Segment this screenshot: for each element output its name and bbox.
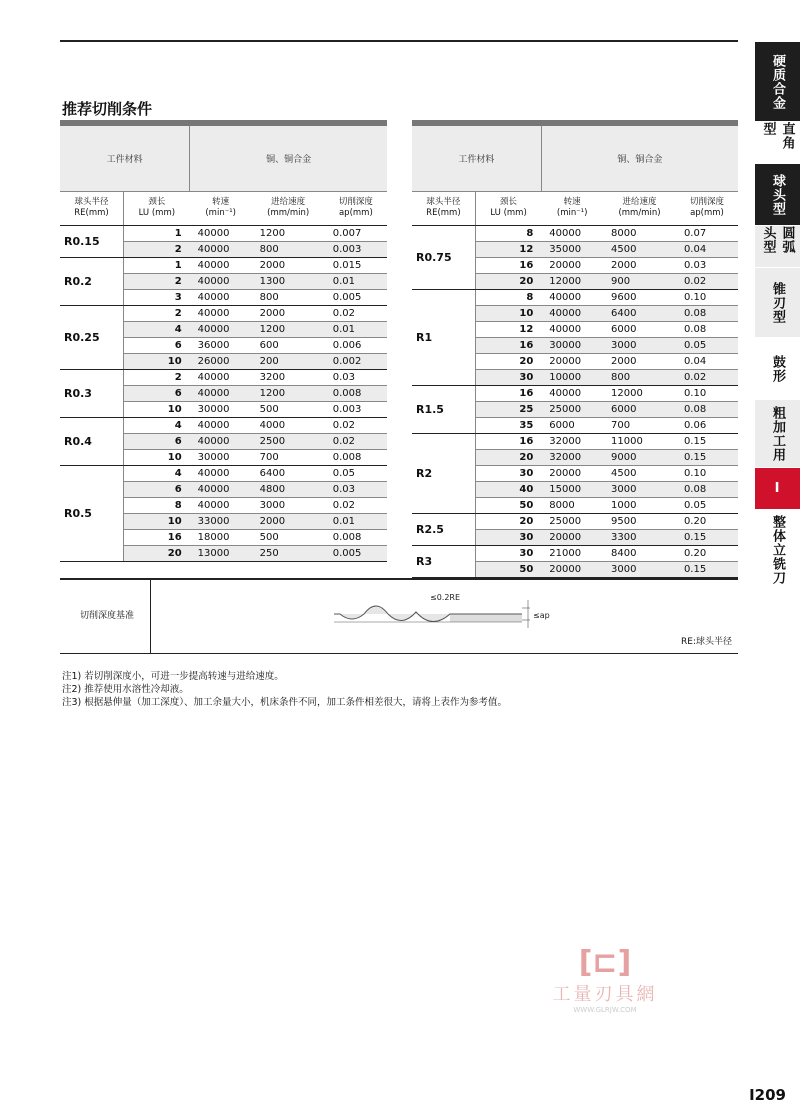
feed-rate: 6000 — [603, 401, 676, 417]
neck-length: 6 — [124, 337, 190, 353]
table-row — [60, 225, 387, 241]
feed-rate: 11000 — [603, 433, 676, 449]
spindle-speed: 40000 — [190, 257, 252, 273]
spindle-speed: 40000 — [541, 385, 603, 401]
cut-depth: 0.05 — [676, 497, 738, 513]
spindle-speed: 26000 — [190, 353, 252, 369]
side-tab[interactable]: 直角型 — [755, 122, 800, 164]
spindle-speed: 40000 — [190, 369, 252, 385]
feed-rate: 2000 — [603, 353, 676, 369]
ball-radius: R1.5 — [412, 385, 475, 433]
cut-depth: 0.008 — [325, 449, 387, 465]
neck-length: 20 — [475, 353, 541, 369]
feed-rate: 6400 — [252, 465, 325, 481]
feed-rate: 6000 — [603, 321, 676, 337]
neck-length: 6 — [124, 481, 190, 497]
col-lu: 颈长 LU (mm) — [124, 191, 190, 225]
neck-length: 30 — [475, 369, 541, 385]
feed-rate: 800 — [603, 369, 676, 385]
feed-rate: 250 — [252, 545, 325, 561]
workpiece-hatch — [450, 614, 522, 622]
cut-depth: 0.03 — [325, 481, 387, 497]
spindle-speed: 40000 — [190, 273, 252, 289]
cut-depth: 0.20 — [676, 545, 738, 561]
cut-depth: 0.003 — [325, 241, 387, 257]
feed-rate: 2000 — [252, 513, 325, 529]
note-1: 注1) 若切削深度小，可进一步提高转速与进给速度。 — [62, 671, 284, 682]
feed-rate: 3000 — [603, 561, 676, 577]
feed-rate: 3200 — [252, 369, 325, 385]
spindle-speed: 32000 — [541, 449, 603, 465]
cutting-table-right — [412, 120, 738, 578]
neck-length: 16 — [475, 433, 541, 449]
cut-depth: 0.02 — [676, 369, 738, 385]
cut-depth: 0.15 — [676, 449, 738, 465]
cut-depth: 0.02 — [325, 305, 387, 321]
neck-length: 10 — [475, 305, 541, 321]
neck-length: 30 — [475, 465, 541, 481]
neck-length: 30 — [475, 545, 541, 561]
cutting-table-left — [60, 120, 387, 562]
ball-radius: R1 — [412, 289, 475, 385]
table-row — [412, 433, 738, 449]
material-label: 工件材料 — [60, 123, 190, 191]
neck-length: 16 — [475, 337, 541, 353]
feed-rate: 3300 — [603, 529, 676, 545]
spindle-speed: 40000 — [541, 289, 603, 305]
cut-depth: 0.002 — [325, 353, 387, 369]
feed-rate: 2000 — [252, 257, 325, 273]
side-tab[interactable]: 鼓形 — [755, 338, 800, 400]
col-feed: 进给速度 (mm/min) — [603, 191, 676, 225]
ball-radius: R0.4 — [60, 417, 124, 465]
ball-radius: R0.3 — [60, 369, 124, 417]
table-row — [60, 257, 387, 273]
spindle-speed: 25000 — [541, 401, 603, 417]
spindle-speed: 40000 — [541, 305, 603, 321]
side-tab[interactable]: I — [755, 468, 800, 510]
cut-depth: 0.05 — [676, 337, 738, 353]
neck-length: 35 — [475, 417, 541, 433]
spindle-speed: 13000 — [190, 545, 252, 561]
side-tab[interactable]: 锥刃型 — [755, 268, 800, 338]
cut-depth: 0.02 — [325, 497, 387, 513]
neck-length: 8 — [475, 225, 541, 241]
cut-depth: 0.01 — [325, 513, 387, 529]
table-row — [412, 289, 738, 305]
cut-depth: 0.02 — [325, 417, 387, 433]
neck-length: 16 — [475, 385, 541, 401]
col-re: 球头半径 RE(mm) — [60, 191, 124, 225]
spindle-speed: 30000 — [190, 449, 252, 465]
feed-rate: 800 — [252, 289, 325, 305]
neck-length: 20 — [475, 449, 541, 465]
spindle-speed: 20000 — [541, 353, 603, 369]
feed-rate: 2000 — [603, 257, 676, 273]
neck-length: 8 — [124, 497, 190, 513]
material-value: 铜、铜合金 — [541, 123, 738, 191]
neck-length: 10 — [124, 401, 190, 417]
table-row — [412, 545, 738, 561]
ball-radius: R0.5 — [60, 465, 124, 561]
feed-rate: 600 — [252, 337, 325, 353]
ball-radius: R2 — [412, 433, 475, 513]
neck-length: 25 — [475, 401, 541, 417]
feed-rate: 4000 — [252, 417, 325, 433]
feed-rate: 8400 — [603, 545, 676, 561]
feed-rate: 700 — [252, 449, 325, 465]
col-feed: 进给速度 (mm/min) — [252, 191, 325, 225]
depth-reference-label: 切削深度基准 — [80, 611, 135, 621]
feed-rate: 4500 — [603, 465, 676, 481]
cut-depth: 0.006 — [325, 337, 387, 353]
cut-depth: 0.08 — [676, 401, 738, 417]
neck-length: 10 — [124, 353, 190, 369]
side-tab[interactable]: 球头型 — [755, 164, 800, 226]
section-title: 推荐切削条件 — [62, 100, 153, 118]
table-row — [412, 225, 738, 241]
feed-rate: 9600 — [603, 289, 676, 305]
side-tab[interactable]: 硬质合金 — [755, 42, 800, 122]
spindle-speed: 21000 — [541, 545, 603, 561]
cut-depth: 0.08 — [676, 305, 738, 321]
cut-depth: 0.01 — [325, 273, 387, 289]
spindle-speed: 32000 — [541, 433, 603, 449]
spindle-speed: 40000 — [190, 305, 252, 321]
cut-depth: 0.08 — [676, 481, 738, 497]
spindle-speed: 30000 — [541, 337, 603, 353]
neck-length: 4 — [124, 417, 190, 433]
cut-depth: 0.07 — [676, 225, 738, 241]
cut-depth: 0.15 — [676, 561, 738, 577]
spindle-speed: 36000 — [190, 337, 252, 353]
table-row — [60, 305, 387, 321]
cut-depth: 0.007 — [325, 225, 387, 241]
cut-depth: 0.20 — [676, 513, 738, 529]
neck-length: 8 — [475, 289, 541, 305]
spindle-speed: 40000 — [190, 385, 252, 401]
ball-radius: R0.25 — [60, 305, 124, 369]
spindle-speed: 20000 — [541, 465, 603, 481]
cut-depth: 0.15 — [676, 433, 738, 449]
watermark-url: WWW.GLRJW.COM — [573, 1006, 637, 1014]
ball-radius: R3 — [412, 545, 475, 577]
neck-length: 4 — [124, 465, 190, 481]
cut-depth: 0.10 — [676, 465, 738, 481]
spindle-speed: 20000 — [541, 257, 603, 273]
spindle-speed: 6000 — [541, 417, 603, 433]
feed-rate: 2000 — [252, 305, 325, 321]
ball-radius: R2.5 — [412, 513, 475, 545]
neck-length: 16 — [475, 257, 541, 273]
cut-depth: 0.04 — [676, 241, 738, 257]
neck-length: 2 — [124, 369, 190, 385]
depth-reference — [60, 578, 738, 654]
spindle-speed: 20000 — [541, 529, 603, 545]
neck-length: 50 — [475, 561, 541, 577]
cut-depth: 0.005 — [325, 545, 387, 561]
cut-depth: 0.01 — [325, 321, 387, 337]
table-row — [60, 465, 387, 481]
watermark — [540, 945, 670, 1014]
spindle-speed: 40000 — [190, 497, 252, 513]
cut-depth: 0.003 — [325, 401, 387, 417]
ap-mark: ≤ap — [533, 611, 550, 620]
spindle-speed: 40000 — [190, 481, 252, 497]
feed-rate: 8000 — [603, 225, 676, 241]
col-speed: 转速 (min⁻¹) — [190, 191, 252, 225]
spindle-speed: 10000 — [541, 369, 603, 385]
depth-divider — [150, 580, 151, 654]
cut-depth: 0.04 — [676, 353, 738, 369]
cut-depth: 0.03 — [325, 369, 387, 385]
neck-length: 3 — [124, 289, 190, 305]
spindle-speed: 30000 — [190, 401, 252, 417]
spindle-speed: 40000 — [190, 433, 252, 449]
cut-depth: 0.008 — [325, 385, 387, 401]
neck-length: 12 — [475, 321, 541, 337]
cut-depth: 0.05 — [325, 465, 387, 481]
spindle-speed: 12000 — [541, 273, 603, 289]
spindle-speed: 25000 — [541, 513, 603, 529]
side-tab[interactable]: 整体立铣刀 — [755, 510, 800, 590]
spindle-speed: 40000 — [190, 289, 252, 305]
note-3: 注3) 根据悬伸量（加工深度）、加工余量大小，机床条件不同，加工条件相差很大，请将上表作为参考值。 — [62, 697, 508, 708]
spindle-speed: 33000 — [190, 513, 252, 529]
spindle-speed: 20000 — [541, 561, 603, 577]
spindle-speed: 8000 — [541, 497, 603, 513]
spindle-speed: 40000 — [541, 225, 603, 241]
neck-length: 16 — [124, 529, 190, 545]
ball-radius: R0.15 — [60, 225, 124, 257]
cut-depth: 0.08 — [676, 321, 738, 337]
cut-depth: 0.005 — [325, 289, 387, 305]
feed-rate: 1200 — [252, 225, 325, 241]
neck-length: 6 — [124, 385, 190, 401]
cut-depth: 0.02 — [676, 273, 738, 289]
cut-depth: 0.06 — [676, 417, 738, 433]
feed-rate: 500 — [252, 529, 325, 545]
spindle-speed: 40000 — [190, 225, 252, 241]
feed-rate: 3000 — [252, 497, 325, 513]
top-rule — [60, 40, 738, 42]
spindle-speed: 40000 — [190, 321, 252, 337]
feed-rate: 6400 — [603, 305, 676, 321]
neck-length: 2 — [124, 241, 190, 257]
feed-rate: 200 — [252, 353, 325, 369]
cut-depth: 0.03 — [676, 257, 738, 273]
feed-rate: 12000 — [603, 385, 676, 401]
spindle-speed: 40000 — [541, 321, 603, 337]
feed-rate: 1300 — [252, 273, 325, 289]
watermark-name: 工量刃具網 — [552, 984, 658, 1005]
feed-rate: 1200 — [252, 385, 325, 401]
feed-rate: 3000 — [603, 337, 676, 353]
neck-length: 1 — [124, 225, 190, 241]
feed-rate: 2500 — [252, 433, 325, 449]
neck-length: 20 — [124, 545, 190, 561]
cut-depth: 0.02 — [325, 433, 387, 449]
col-depth: 切削深度 ap(mm) — [325, 191, 387, 225]
spindle-speed: 40000 — [190, 417, 252, 433]
neck-length: 10 — [124, 449, 190, 465]
feed-rate: 4500 — [603, 241, 676, 257]
neck-length: 12 — [475, 241, 541, 257]
re-note: RE:球头半径 — [681, 637, 732, 647]
spindle-speed: 15000 — [541, 481, 603, 497]
side-tabs — [755, 42, 800, 590]
material-label: 工件材料 — [412, 123, 541, 191]
spindle-speed: 40000 — [190, 241, 252, 257]
feed-rate: 700 — [603, 417, 676, 433]
feed-rate: 1200 — [252, 321, 325, 337]
neck-length: 20 — [475, 273, 541, 289]
material-value: 铜、铜合金 — [190, 123, 387, 191]
neck-length: 4 — [124, 321, 190, 337]
neck-length: 1 — [124, 257, 190, 273]
feed-rate: 800 — [252, 241, 325, 257]
feed-rate: 9000 — [603, 449, 676, 465]
neck-length: 6 — [124, 433, 190, 449]
neck-length: 10 — [124, 513, 190, 529]
col-re: 球头半径 RE(mm) — [412, 191, 475, 225]
table-row — [60, 369, 387, 385]
spindle-speed: 40000 — [190, 465, 252, 481]
table-row — [412, 513, 738, 529]
table-row — [412, 385, 738, 401]
depth-diagram — [330, 590, 570, 630]
col-lu: 颈长 LU (mm) — [475, 191, 541, 225]
ball-radius: R0.2 — [60, 257, 124, 305]
cut-depth: 0.15 — [676, 529, 738, 545]
feed-rate: 4800 — [252, 481, 325, 497]
col-depth: 切削深度 ap(mm) — [676, 191, 738, 225]
cut-depth: 0.015 — [325, 257, 387, 273]
feed-rate: 1000 — [603, 497, 676, 513]
feed-rate: 500 — [252, 401, 325, 417]
ball-radius: R0.75 — [412, 225, 475, 289]
re-mark: ≤0.2RE — [430, 593, 461, 602]
col-speed: 转速 (min⁻¹) — [541, 191, 603, 225]
neck-length: 2 — [124, 273, 190, 289]
side-tab[interactable]: 粗加工用 — [755, 400, 800, 468]
note-2: 注2) 推荐使用水溶性冷却液。 — [62, 684, 189, 695]
cut-depth: 0.008 — [325, 529, 387, 545]
neck-length: 2 — [124, 305, 190, 321]
side-tab[interactable]: 圆弧头型 — [755, 226, 800, 268]
neck-length: 30 — [475, 529, 541, 545]
cut-depth: 0.10 — [676, 289, 738, 305]
feed-rate: 900 — [603, 273, 676, 289]
spindle-speed: 35000 — [541, 241, 603, 257]
neck-length: 40 — [475, 481, 541, 497]
notes — [62, 670, 507, 709]
watermark-logo: [⊏] — [578, 945, 632, 980]
neck-length: 20 — [475, 513, 541, 529]
feed-rate: 3000 — [603, 481, 676, 497]
neck-length: 50 — [475, 497, 541, 513]
feed-rate: 9500 — [603, 513, 676, 529]
table-row — [60, 417, 387, 433]
page-number: I209 — [749, 1086, 786, 1104]
spindle-speed: 18000 — [190, 529, 252, 545]
cut-depth: 0.10 — [676, 385, 738, 401]
